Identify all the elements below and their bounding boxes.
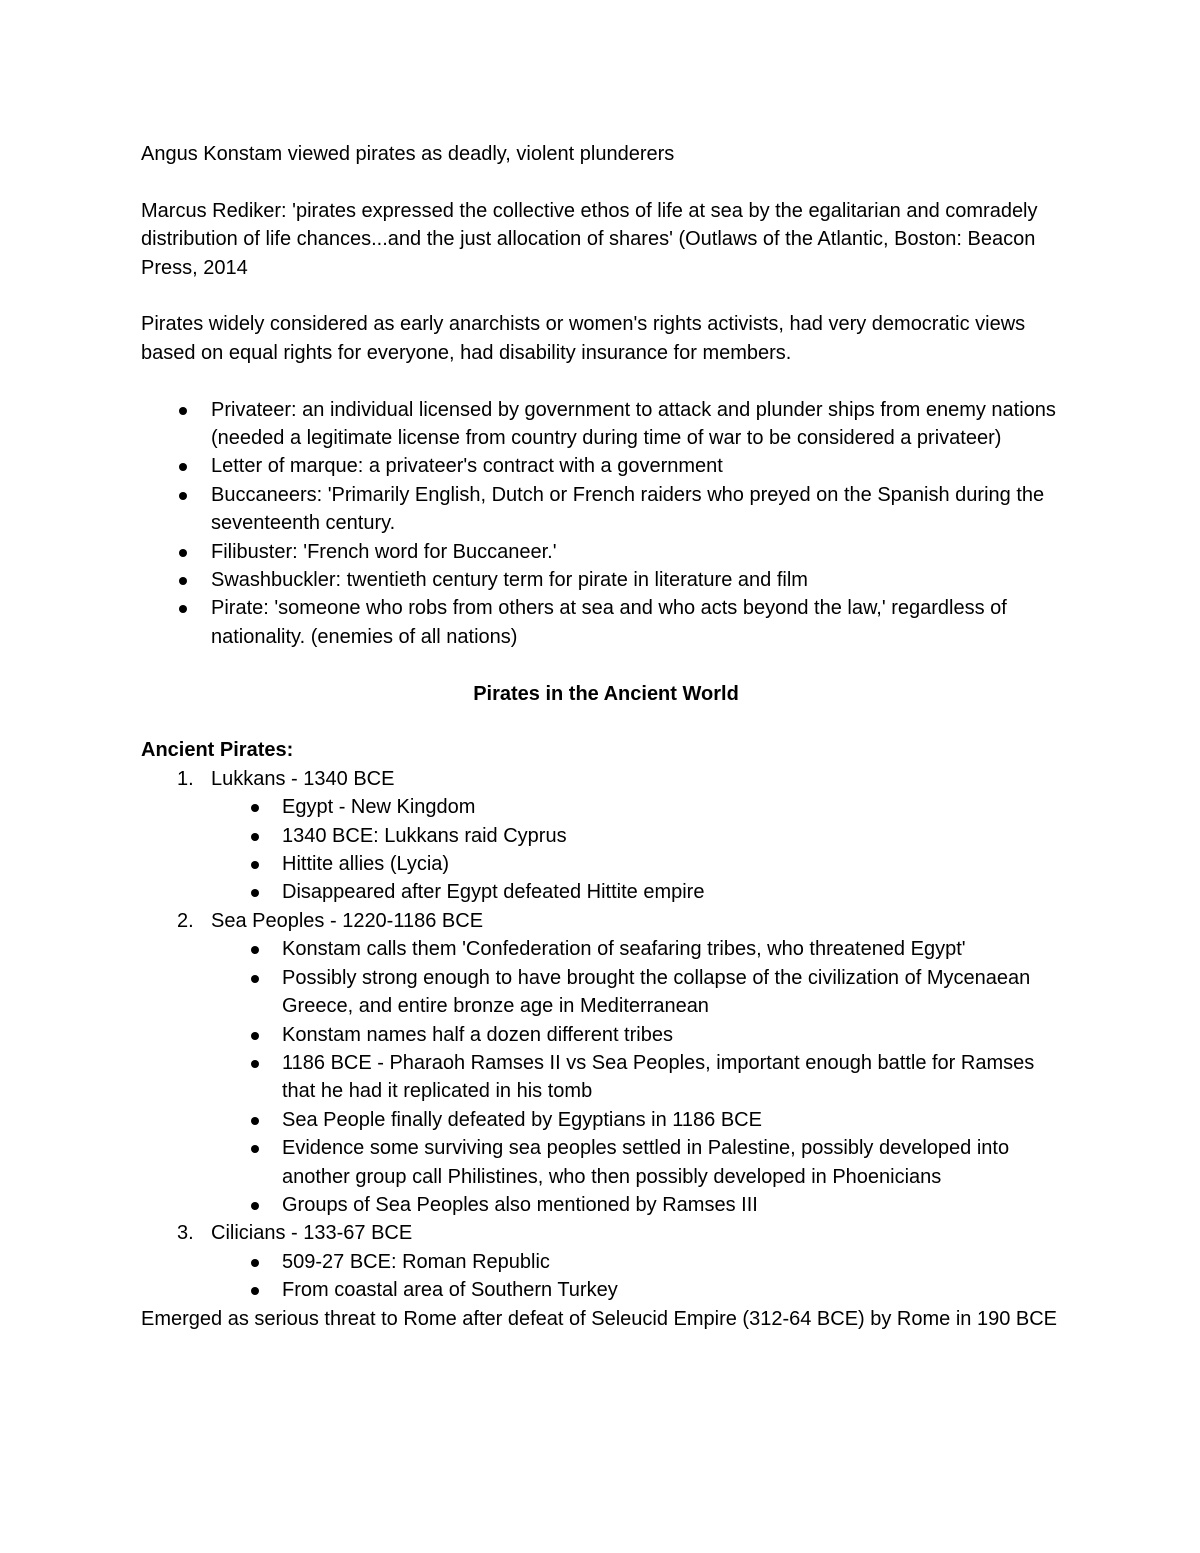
- list-item: 1340 BCE: Lukkans raid Cyprus: [211, 822, 1071, 850]
- ancient-group-points: [211, 793, 1071, 907]
- list-item: Hittite allies (Lycia): [211, 850, 1071, 878]
- definition-item: Privateer: an individual licensed by government to attack and plunder ships from enemy nations (needed a legitimate license from country during time of war to be considered a privateer): [141, 396, 1071, 453]
- list-item: From coastal area of Southern Turkey: [211, 1276, 1071, 1304]
- ancient-group-item: [141, 765, 1071, 907]
- list-item: 1186 BCE - Pharaoh Ramses II vs Sea Peoples, important enough battle for Ramses that he had it replicated in his tomb: [211, 1049, 1071, 1106]
- ancient-group-item: [141, 1219, 1071, 1304]
- list-item: Evidence some surviving sea peoples settled in Palestine, possibly developed into another group call Philistines, who then possibly developed in Phoenicians: [211, 1134, 1071, 1191]
- spacer: [141, 651, 1071, 679]
- ancient-pirates-label: Ancient Pirates:: [141, 739, 294, 762]
- spacer: [141, 367, 1071, 395]
- paragraph-konstam: Angus Konstam viewed pirates as deadly, violent plunderers: [141, 143, 675, 165]
- definition-item: Swashbuckler: twentieth century term for pirate in literature and film: [141, 566, 1071, 594]
- list-number: 1.: [177, 767, 194, 790]
- ancient-pirates-list: [141, 765, 1071, 1305]
- definition-item: Pirate: 'someone who robs from others at sea and who acts beyond the law,' regardless of nationality. (enemies of all nations): [141, 594, 1071, 651]
- list-number: 3.: [177, 1222, 194, 1245]
- ancient-group-item: [141, 907, 1071, 1219]
- ancient-group-points: [211, 1248, 1071, 1305]
- list-item: Disappeared after Egypt defeated Hittite empire: [211, 878, 1071, 906]
- list-item: Egypt - New Kingdom: [211, 793, 1071, 821]
- ancient-group-title: Lukkans - 1340 BCE: [211, 767, 395, 790]
- list-item: Konstam names half a dozen different tribes: [211, 1021, 1071, 1049]
- spacer: [141, 168, 1071, 196]
- list-number: 2.: [177, 909, 194, 932]
- list-item: 509-27 BCE: Roman Republic: [211, 1248, 1071, 1276]
- definition-item: Buccaneers: 'Primarily English, Dutch or French raiders who preyed on the Spanish during the seventeenth century.: [141, 481, 1071, 538]
- list-item: Konstam calls them 'Confederation of seafaring tribes, who threatened Egypt': [211, 935, 1071, 963]
- spacer: [141, 708, 1071, 736]
- document-body: [141, 140, 1071, 1333]
- ancient-group-title: Sea Peoples - 1220-1186 BCE: [211, 909, 484, 932]
- list-item: Sea People finally defeated by Egyptians in 1186 BCE: [211, 1106, 1071, 1134]
- ancient-group-title: Cilicians - 133-67 BCE: [211, 1222, 413, 1245]
- definitions-list: [141, 396, 1071, 652]
- list-item: Groups of Sea Peoples also mentioned by Ramses III: [211, 1191, 1071, 1219]
- ancient-group-points: [211, 935, 1071, 1219]
- paragraph-pirates-views: Pirates widely considered as early anarchists or women's rights activists, had very democratic views based on equal rights for everyone, had disability insurance for members.: [141, 313, 1026, 364]
- closing-paragraph: Emerged as serious threat to Rome after defeat of Seleucid Empire (312-64 BCE) by Rome in 190 BCE: [141, 1307, 1058, 1330]
- definition-item: Letter of marque: a privateer's contract with a government: [141, 452, 1071, 480]
- spacer: [141, 282, 1071, 310]
- list-item: Possibly strong enough to have brought the collapse of the civilization of Mycenaean Greece, and entire bronze age in Mediterranean: [211, 964, 1071, 1021]
- definition-item: Filibuster: 'French word for Buccaneer.': [141, 538, 1071, 566]
- paragraph-rediker: Marcus Rediker: 'pirates expressed the collective ethos of life at sea by the egalitarian and comradely distribution of life chances...and the just allocation of shares' (Outlaws of the Atlantic, Boston: Beacon Press, 2014: [141, 199, 1038, 279]
- section-heading: Pirates in the Ancient World: [473, 682, 739, 705]
